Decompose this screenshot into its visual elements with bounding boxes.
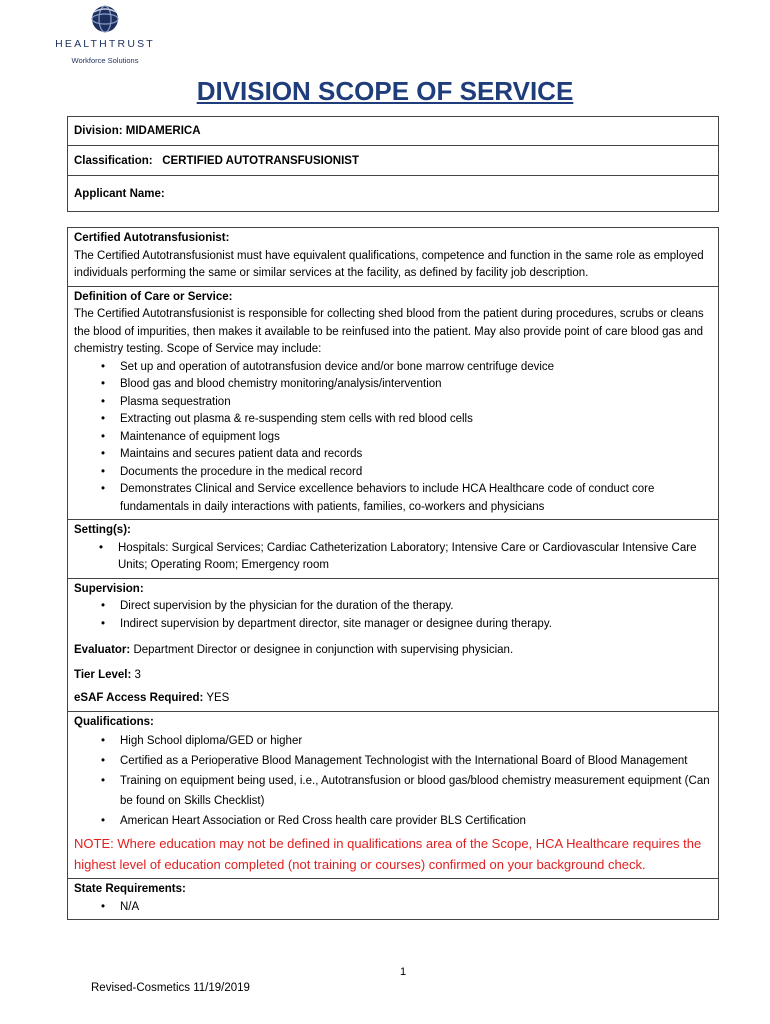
definition-list [74, 359, 712, 517]
settings-section [68, 520, 718, 579]
list-item: • Direct supervision by the physician for the duration of the therapy. [120, 598, 712, 616]
list-item: • American Heart Association or Red Cross health care provider BLS Certification [120, 811, 712, 831]
definition-text: The Certified Autotransfusionist is responsible for collecting shed blood from the patient during procedures, scrubs or cleans the blood of impurities, then makes it available to be reinfused into the patient. May also provide point of care blood gas and chemistry testing. Scope of Service may include: [74, 308, 704, 355]
healthtrust-logo [40, 4, 170, 66]
page-number: 1 [400, 966, 407, 978]
list-item: • Documents the procedure in the medical record [120, 464, 712, 482]
definition-section [68, 287, 718, 521]
qualifications-heading: Qualifications: [74, 715, 154, 728]
tier-value: 3 [131, 668, 141, 681]
classification-label: Classification: [74, 154, 153, 167]
settings-list [74, 540, 712, 575]
list-item: • Set up and operation of autotransfusion device and/or bone marrow centrifuge device [120, 359, 712, 377]
supervision-list [74, 598, 712, 633]
esaf-line [74, 690, 712, 708]
list-item: • Maintains and secures patient data and records [120, 446, 712, 464]
evaluator-label: Evaluator: [74, 644, 131, 656]
list-item: • N/A [120, 899, 712, 917]
state-heading: State Requirements: [74, 883, 186, 895]
list-item: • Plasma sequestration [120, 394, 712, 412]
classification-value: CERTIFIED AUTOTRANSFUSIONIST [162, 154, 359, 167]
list-item: • Hospitals: Surgical Services; Cardiac Catheterization Laboratory; Intensive Care or Cardiovascular Intensive Care Units; Operating Room; Emergency room [118, 540, 712, 575]
globe-icon [88, 4, 122, 34]
logo-tagline: Workforce Solutions [71, 56, 139, 65]
state-section [68, 879, 718, 919]
logo-brand: HEALTHTRUST [55, 38, 155, 50]
state-list [74, 899, 712, 917]
main-box [67, 227, 719, 920]
page-title: DIVISION SCOPE OF SERVICE [196, 76, 574, 106]
education-note: NOTE: Where education may not be defined in qualifications area of the Scope, HCA Healthcare requires the highest level of education completed (not training or courses) confirmed on your background check. [74, 836, 702, 872]
list-item: • Blood gas and blood chemistry monitoring/analysis/intervention [120, 376, 712, 394]
list-item: • Training on equipment being used, i.e., Autotransfusion or blood gas/blood chemistry measurement equipment (Can be found on Skills Checklist) [120, 771, 712, 811]
classification-row [68, 146, 718, 176]
esaf-value: YES [203, 692, 230, 704]
qualifications-section [68, 712, 718, 880]
evaluator-value: Department Director or designee in conjunction with supervising physician. [130, 644, 514, 656]
qualifications-list [74, 731, 712, 831]
tier-line [74, 667, 712, 685]
header-box [67, 116, 719, 212]
tier-label: Tier Level: [74, 668, 132, 681]
list-item: • Demonstrates Clinical and Service excellence behaviors to include HCA Healthcare code of conduct core fundamentals in daily interactions with patients, families, co-workers and physicians [120, 481, 712, 516]
supervision-heading: Supervision: [74, 582, 144, 595]
division-row [68, 117, 718, 146]
certified-text: The Certified Autotransfusionist must have equivalent qualifications, competence and function in the same role as employed individuals performing the same or similar services at the facility, as defined by facility job description. [74, 249, 704, 279]
certified-heading: Certified Autotransfusionist: [74, 232, 230, 244]
list-item: • Extracting out plasma & re-suspending stem cells with red blood cells [120, 411, 712, 429]
list-item: • Certified as a Perioperative Blood Management Technologist with the International Board of Blood Management [120, 751, 712, 771]
list-item: • Indirect supervision by department director, site manager or designee during therapy. [120, 616, 712, 634]
list-item: • Maintenance of equipment logs [120, 429, 712, 447]
evaluator-line [74, 642, 712, 660]
certified-section [68, 228, 718, 287]
division-value: MIDAMERICA [125, 125, 201, 137]
esaf-label: eSAF Access Required: [74, 692, 204, 704]
division-label: Division: [74, 125, 123, 137]
footer-revision: Revised-Cosmetics 11/19/2019 [91, 982, 250, 994]
applicant-row [68, 176, 718, 211]
supervision-section [68, 579, 718, 712]
list-item: • High School diploma/GED or higher [120, 731, 712, 751]
applicant-label: Applicant Name: [74, 187, 165, 200]
settings-heading: Setting(s): [74, 524, 131, 536]
definition-heading: Definition of Care or Service: [74, 290, 233, 303]
